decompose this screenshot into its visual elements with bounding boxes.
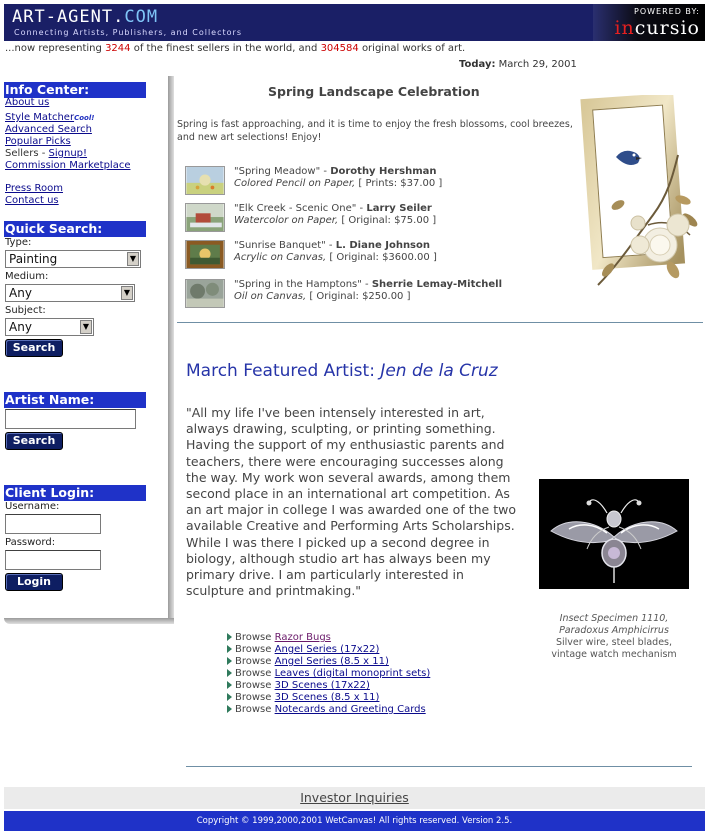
today-label: Today: bbox=[459, 59, 496, 70]
signup-link[interactable]: Signup! bbox=[48, 148, 88, 159]
powered-by-banner[interactable] bbox=[593, 4, 705, 41]
today-value: March 29, 2001 bbox=[498, 59, 577, 70]
artwork-artist[interactable]: Larry Seiler bbox=[366, 203, 432, 214]
browse-link-3d-scenes-8x11[interactable]: 3D Scenes (8.5 x 11) bbox=[274, 692, 380, 703]
logo-main-text: ART-AGENT. bbox=[12, 7, 125, 27]
browse-item bbox=[227, 692, 430, 704]
triangle-bullet-icon bbox=[227, 657, 232, 665]
browse-link-angel-series-17x22[interactable]: Angel Series (17x22) bbox=[274, 644, 380, 655]
medium-select-value: Any bbox=[9, 286, 32, 300]
style-matcher-link[interactable]: Style Matcher bbox=[5, 112, 75, 123]
about-us-link[interactable]: About us bbox=[5, 97, 50, 108]
featured-artist-heading bbox=[186, 361, 498, 381]
artwork-medium: Oil on Canvas, bbox=[234, 291, 307, 302]
artwork-thumbnail[interactable] bbox=[185, 279, 225, 308]
brand-highlight: in bbox=[614, 17, 635, 39]
password-label: Password: bbox=[5, 537, 56, 548]
logo-com-text: COM bbox=[124, 7, 159, 27]
insect-specimen-image[interactable] bbox=[539, 479, 689, 589]
sellers-row bbox=[5, 148, 130, 160]
frame-illustration bbox=[578, 95, 702, 300]
artist-name-heading: Artist Name: bbox=[4, 392, 146, 408]
username-input[interactable] bbox=[5, 514, 101, 534]
spring-section-title: Spring Landscape Celebration bbox=[268, 84, 480, 99]
artwork-thumbnail[interactable] bbox=[185, 240, 225, 269]
artwork-medium: Colored Pencil on Paper, bbox=[234, 178, 356, 189]
investor-inquiries-link[interactable]: Investor Inquiries bbox=[300, 790, 409, 805]
quick-search-heading: Quick Search: bbox=[4, 221, 146, 237]
browse-prefix: Browse bbox=[235, 668, 272, 679]
powered-by-label: POWERED BY: bbox=[634, 7, 700, 16]
contact-us-link[interactable]: Contact us bbox=[5, 195, 59, 206]
artwork-title[interactable]: "Sunrise Banquet" - bbox=[234, 240, 333, 251]
triangle-bullet-icon bbox=[227, 633, 232, 641]
chevron-down-icon: ▼ bbox=[121, 286, 133, 300]
browse-link-leaves[interactable]: Leaves (digital monoprint sets) bbox=[274, 668, 431, 679]
type-label: Type: bbox=[5, 237, 32, 248]
press-room-link[interactable]: Press Room bbox=[5, 183, 63, 194]
sidebar-shadow bbox=[168, 76, 174, 624]
browse-item bbox=[227, 704, 430, 716]
artist-quote: "All my life I've been intensely interested in art, always drawing, sculpting, or printing something. Having the support of my enthusiastic parents and teachers, there were encouraging successes along the way. My work won several awards, among them second place in an international art competition. As an art major in college I was awarded one of the two available Creative and Performing Arts Scholarships. While I was there I picked up a second degree in biology, although studio art has always been my primary drive. I am particularly interested in sculpture and printmaking." bbox=[186, 405, 516, 599]
artwork-thumbnail[interactable] bbox=[185, 166, 225, 195]
artist-name-input[interactable] bbox=[5, 409, 136, 429]
browse-link-3d-scenes-17x22[interactable]: 3D Scenes (17x22) bbox=[274, 680, 370, 691]
info-center-links bbox=[5, 97, 130, 207]
sellers-label: Sellers - bbox=[5, 148, 46, 159]
artwork-title[interactable]: "Spring in the Hamptons" - bbox=[234, 279, 369, 290]
section-divider bbox=[177, 322, 703, 323]
medium-label: Medium: bbox=[5, 271, 49, 282]
info-center-heading: Info Center: bbox=[4, 82, 146, 98]
site-tagline: Connecting Artists, Publishers, and Collectors bbox=[14, 28, 242, 37]
browse-item bbox=[227, 680, 430, 692]
popular-picks-link[interactable]: Popular Picks bbox=[5, 136, 71, 147]
artwork-title[interactable]: "Spring Meadow" - bbox=[234, 166, 327, 177]
chevron-down-icon: ▼ bbox=[80, 320, 92, 334]
style-matcher-row bbox=[5, 112, 130, 124]
browse-prefix: Browse bbox=[235, 704, 272, 715]
cool-badge: Cool! bbox=[74, 114, 95, 122]
artwork-artist[interactable]: L. Diane Johnson bbox=[335, 240, 431, 251]
password-input[interactable] bbox=[5, 550, 101, 570]
artwork-text bbox=[234, 203, 436, 227]
artwork-price: [ Original: $250.00 ] bbox=[309, 291, 411, 302]
featured-artist-name: Jen de la Cruz bbox=[380, 361, 498, 381]
artwork-medium: Watercolor on Paper, bbox=[234, 215, 339, 226]
username-label: Username: bbox=[5, 501, 60, 512]
chevron-down-icon: ▼ bbox=[127, 252, 139, 266]
spring-description: Spring is fast approaching, and it is time to enjoy the fresh blossoms, cool breezes, and new art selections! Enjoy! bbox=[177, 119, 573, 143]
stats-prefix: ...now representing bbox=[5, 43, 102, 54]
browse-links-list bbox=[227, 632, 430, 716]
artwork-medium: Acrylic on Canvas, bbox=[234, 252, 327, 263]
site-stats bbox=[5, 43, 465, 54]
sidebar-shadow-bottom bbox=[4, 618, 174, 624]
subject-select[interactable] bbox=[5, 318, 94, 336]
login-button[interactable]: Login bbox=[5, 573, 63, 591]
subject-label: Subject: bbox=[5, 305, 46, 316]
browse-item bbox=[227, 668, 430, 680]
today-date bbox=[459, 59, 577, 70]
medium-select[interactable] bbox=[5, 284, 135, 302]
caption-title-2: Paradoxus Amphicirrus bbox=[559, 625, 669, 636]
investor-bar bbox=[4, 787, 705, 809]
brand-rest: cursio bbox=[634, 17, 700, 39]
artwork-title[interactable]: "Elk Creek - Scenic One" - bbox=[234, 203, 364, 214]
artwork-text bbox=[234, 279, 502, 303]
artwork-price: [ Original: $3600.00 ] bbox=[329, 252, 437, 263]
site-logo[interactable] bbox=[12, 7, 158, 27]
triangle-bullet-icon bbox=[227, 669, 232, 677]
triangle-bullet-icon bbox=[227, 705, 232, 713]
advanced-search-link[interactable]: Advanced Search bbox=[5, 124, 92, 135]
triangle-bullet-icon bbox=[227, 693, 232, 701]
browse-prefix: Browse bbox=[235, 644, 272, 655]
works-count: 304584 bbox=[320, 43, 359, 54]
artwork-text bbox=[234, 166, 442, 190]
artwork-artist[interactable]: Sherrie Lemay-Mitchell bbox=[371, 279, 503, 290]
artwork-text bbox=[234, 240, 437, 264]
type-select-value: Painting bbox=[9, 252, 58, 266]
browse-link-razor-bugs[interactable]: Razor Bugs bbox=[274, 632, 331, 643]
artwork-thumbnail[interactable] bbox=[185, 203, 225, 232]
artwork-price: [ Original: $75.00 ] bbox=[341, 215, 437, 226]
browse-prefix: Browse bbox=[235, 632, 272, 643]
footer-divider bbox=[186, 766, 692, 767]
copyright-bar: Copyright © 1999,2000,2001 WetCanvas! All rights reserved. Version 2.5. bbox=[4, 811, 705, 831]
browse-link-notecards[interactable]: Notecards and Greeting Cards bbox=[274, 704, 426, 715]
caption-title-1: Insect Specimen 1110, bbox=[559, 613, 669, 624]
caption-materials-2: vintage watch mechanism bbox=[551, 649, 677, 660]
featured-heading-label: March Featured Artist: bbox=[186, 361, 375, 381]
type-select[interactable] bbox=[5, 250, 141, 268]
triangle-bullet-icon bbox=[227, 681, 232, 689]
triangle-bullet-icon bbox=[227, 645, 232, 653]
caption-materials-1: Silver wire, steel blades, bbox=[555, 637, 673, 648]
client-login-heading: Client Login: bbox=[4, 485, 146, 501]
subject-select-value: Any bbox=[9, 320, 32, 334]
image-caption bbox=[533, 613, 695, 661]
sellers-count: 3244 bbox=[105, 43, 131, 54]
browse-prefix: Browse bbox=[235, 680, 272, 691]
browse-link-angel-series-8x11[interactable]: Angel Series (8.5 x 11) bbox=[274, 656, 389, 667]
browse-item bbox=[227, 632, 430, 644]
stats-middle: of the finest sellers in the world, and bbox=[133, 43, 318, 54]
artwork-artist[interactable]: Dorothy Hershman bbox=[330, 166, 437, 177]
site-header bbox=[4, 4, 705, 41]
stats-suffix: original works of art. bbox=[361, 43, 466, 54]
commission-marketplace-link[interactable]: Commission Marketplace bbox=[5, 160, 131, 171]
browse-prefix: Browse bbox=[235, 692, 272, 703]
artist-search-button[interactable]: Search bbox=[5, 432, 63, 450]
browse-prefix: Browse bbox=[235, 656, 272, 667]
artwork-price: [ Prints: $37.00 ] bbox=[358, 178, 443, 189]
incursio-logo bbox=[614, 17, 700, 39]
browse-item bbox=[227, 656, 430, 668]
quick-search-button[interactable]: Search bbox=[5, 339, 63, 357]
browse-item bbox=[227, 644, 430, 656]
